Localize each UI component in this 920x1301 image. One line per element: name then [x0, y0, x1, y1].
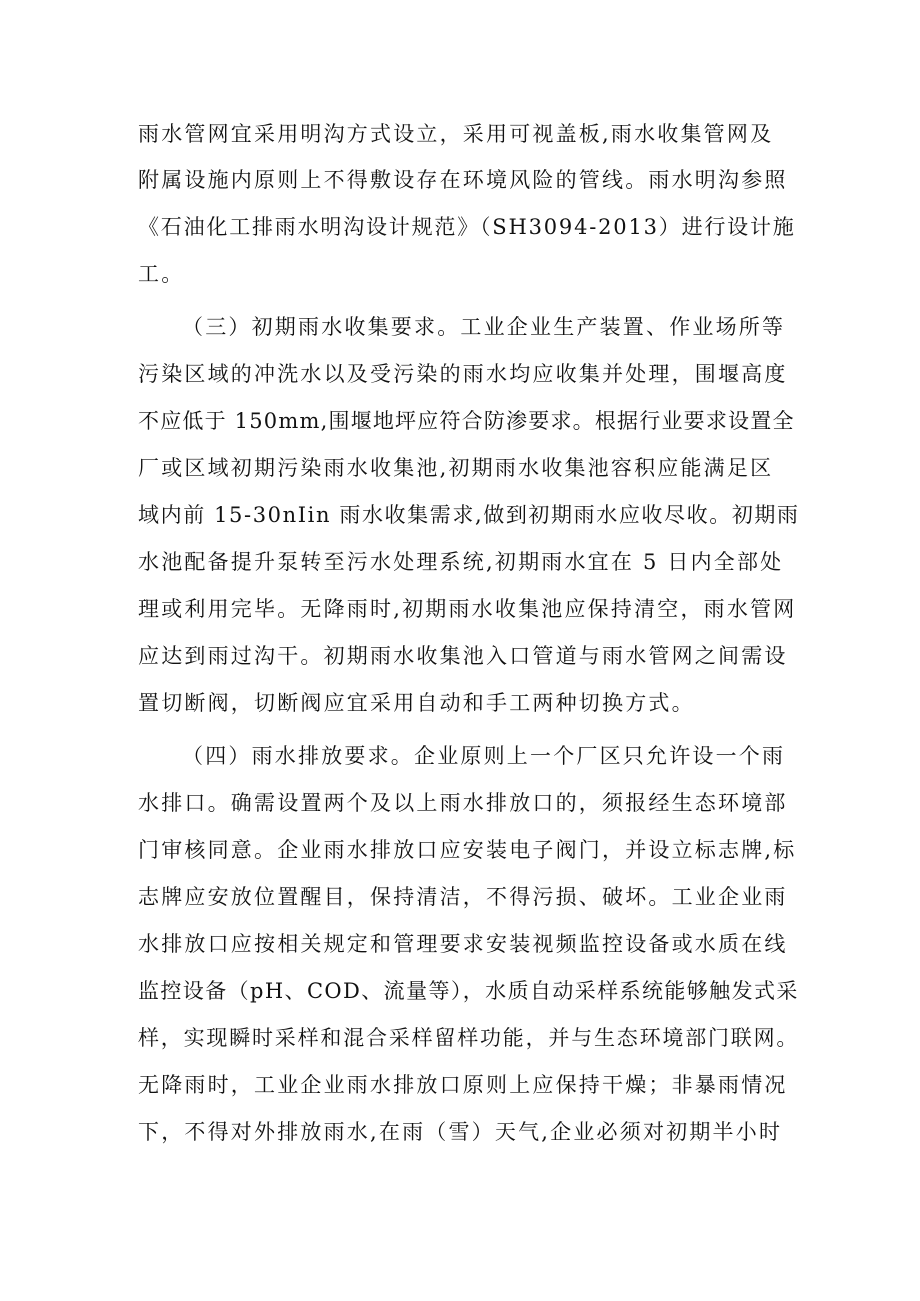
text-line: 厂或区域初期污染雨水收集池,初期雨水收集池容积应能满足区: [138, 456, 774, 480]
text-line: 污染区域的冲洗水以及受污染的雨水均应收集并处理，围堰高度: [138, 362, 788, 386]
text-line: 应达到雨过沟干。初期雨水收集池入口管道与雨水管网之间需设: [138, 644, 788, 668]
text-line: 水排口。确需设置两个及以上雨水排放口的，须报经生态环境部: [138, 791, 788, 815]
section-3-heading-line: （三）初期雨水收集要求。工业企业生产装置、作业场所等: [182, 315, 786, 339]
text-line: 雨水管网宜采用明沟方式设立，采用可视盖板,雨水收集管网及: [138, 122, 774, 146]
text-line: 下，不得对外排放雨水,在雨（雪）天气,企业必须对初期半小时: [138, 1120, 783, 1144]
text-line: 《石油化工排雨水明沟设计规范》（SH3094-2013）进行设计施: [138, 215, 796, 239]
text-line: 理或利用完毕。无降雨时,初期雨水收集池应保持清空，雨水管网: [138, 597, 797, 621]
text-line: 域内前 15-30nIin 雨水收集需求,做到初期雨水应收尽收。初期雨: [138, 503, 800, 527]
text-line: 样，实现瞬时采样和混合采样留样功能，并与生态环境部门联网。: [138, 1026, 800, 1050]
text-line: 水排放口应按相关规定和管理要求安装视频监控设备或水质在线: [138, 932, 788, 956]
text-line: 附属设施内原则上不得敷设存在环境风险的管线。雨水明沟参照: [138, 168, 788, 192]
text-line: 置切断阀，切断阀应宜采用自动和手工两种切换方式。: [138, 691, 695, 715]
text-line: 水池配备提升泵转至污水处理系统,初期雨水宜在 5 日内全部处: [138, 550, 784, 574]
text-line: 不应低于 150mm,围堰地坪应符合防渗要求。根据行业要求设置全: [138, 409, 795, 433]
text-line: 监控设备（pH、COD、流量等），水质自动采样系统能够触发式采: [138, 979, 799, 1003]
text-line: 志牌应安放位置醒目，保持清洁，不得污损、破坏。工业企业雨: [138, 885, 788, 909]
text-line: 工。: [138, 262, 185, 286]
section-4-heading-line: （四）雨水排放要求。企业原则上一个厂区只允许设一个雨: [182, 744, 786, 768]
text-line: 门审核同意。企业雨水排放口应安装电子阀门，并设立标志牌,标: [138, 838, 797, 862]
text-line: 无降雨时，工业企业雨水排放口原则上应保持干燥；非暴雨情况: [138, 1073, 788, 1097]
